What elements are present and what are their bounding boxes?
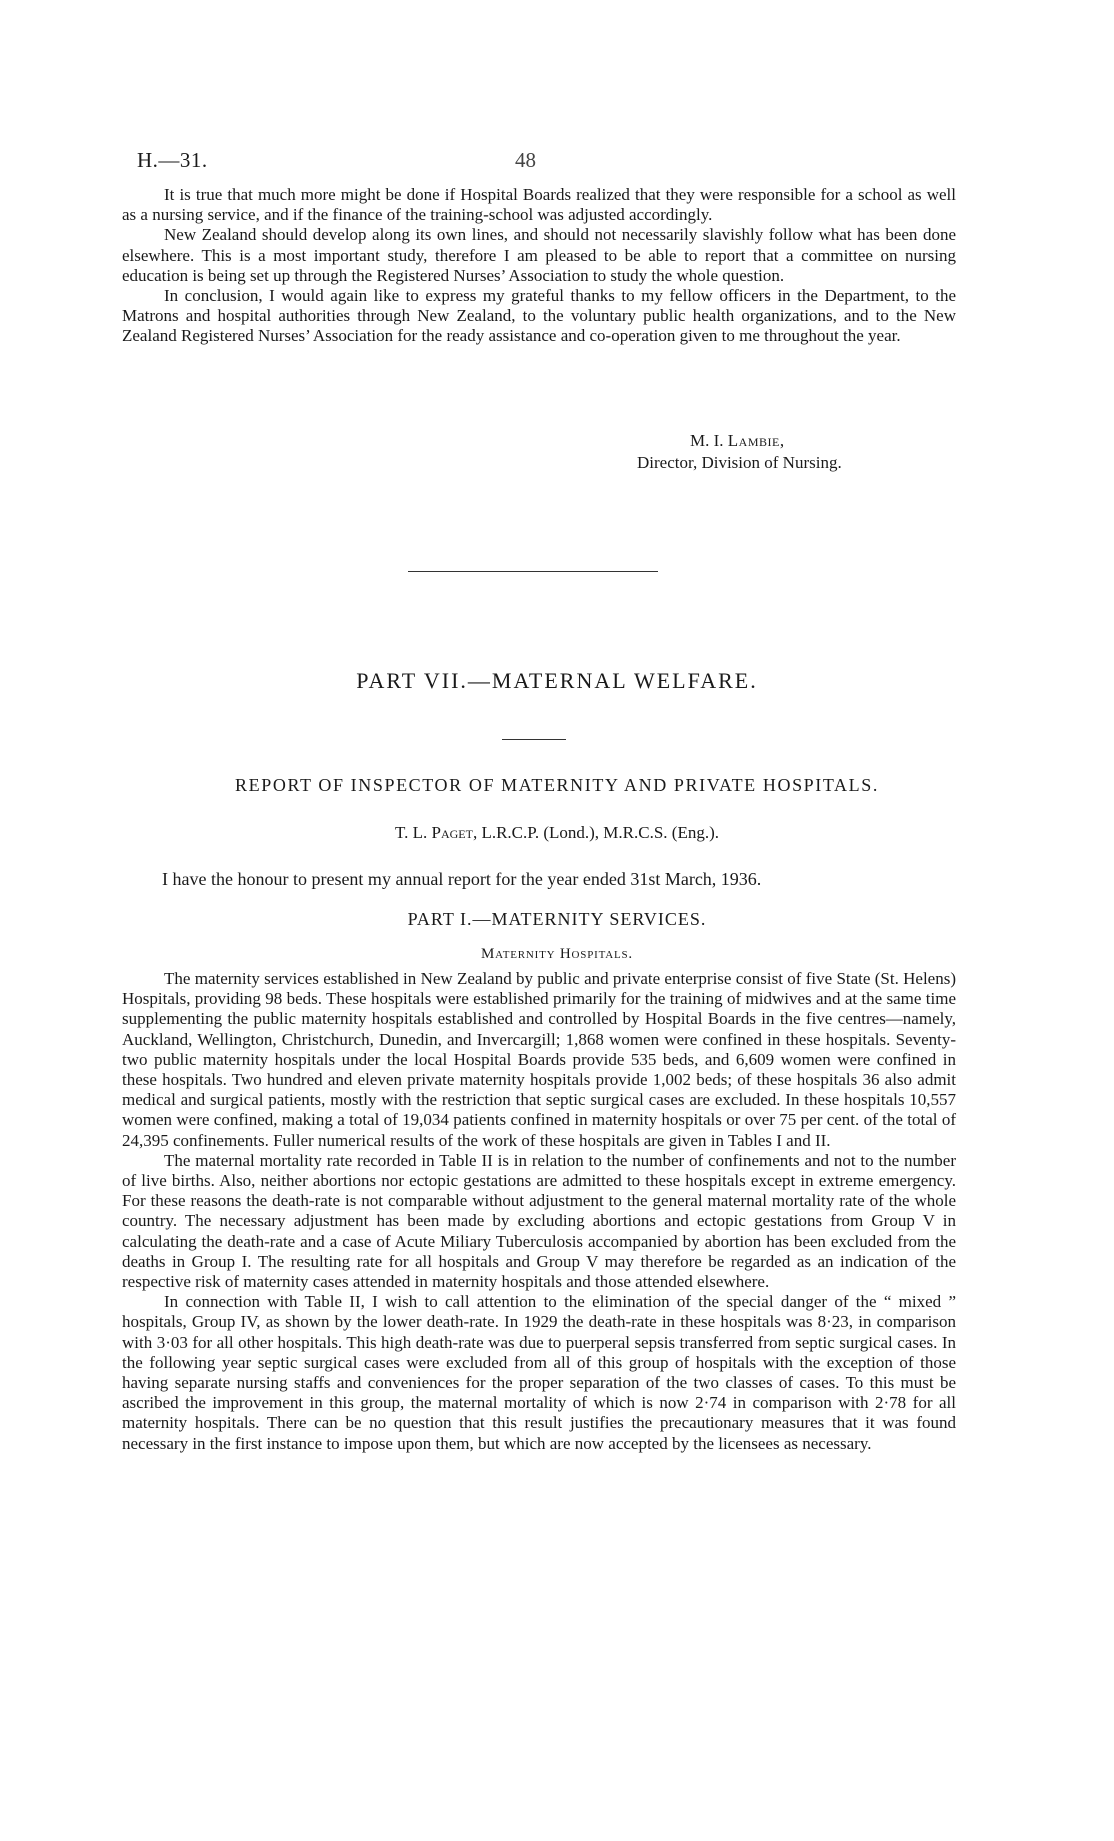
signature-title: Director, Division of Nursing. xyxy=(637,453,842,472)
author-line xyxy=(0,823,1114,843)
paragraph: In connection with Table II, I wish to call attention to the elimination of the special danger of the “ mixed ” hospitals, Group IV, as shown by the lower death-rate. In 1929 the death-rate in these hospitals was 8·23, in comparison with 3·03 for all other hospitals. This high death-rate was due to puerperal sepsis transferred from septic surgical cases. In the following year septic surgical cases were excluded from all of this group of hospitals with the exception of those having separate nursing staffs and conveniences for the proper separation of the two classes of cases. To this must be ascribed the improvement in this group, the maternal mortality of which is now 2·74 in comparison with 2·78 for all maternity hospitals. There can be no question that this result justifies the precautionary measures that it was found necessary in the first instance to impose upon them, but which are now accepted by the licensees as necessary. xyxy=(122,1292,956,1453)
paragraph: The maternity services established in New Zealand by public and private enterprise consist of five State (St. Helens) Hospitals, providing 98 beds. These hospitals were established primarily for the training of midwives and at the same time supplementing the public maternity hospitals established and controlled by Hospital Boards in the five centres—namely, Auckland, Wellington, Christchurch, Dunedin, and Invercargill; 1,868 women were confined in these hospitals. Seventy-two public maternity hospitals under the local Hospital Boards provide 535 beds, and 6,609 women were confined in these hospitals. Two hundred and eleven private maternity hospitals provide 1,002 beds; of these hospitals 36 also admit medical and surgical patients, mostly with the restriction that septic surgical cases are excluded. In these hospitals 10,557 women were confined, making a total of 19,034 patients confined in maternity hospitals or over 75 per cent. of the total of 24,395 confinements. Fuller numerical results of the work of these hospitals are given in Tables I and II. xyxy=(122,969,956,1150)
signature-surname: Lambie, xyxy=(727,431,785,450)
report-heading: REPORT OF INSPECTOR OF MATERNITY AND PRIVATE HOSPITALS. xyxy=(235,775,879,795)
intro-sentence: I have the honour to present my annual report for the year ended 31st March, 1936. xyxy=(162,869,762,889)
signature-initials: M. I. xyxy=(690,431,724,450)
maternity-hospitals-text xyxy=(122,969,956,1454)
heading-divider xyxy=(502,739,566,740)
section-heading: Maternity Hospitals. xyxy=(481,946,633,962)
paragraph: It is true that much more might be done if Hospital Boards realized that they were responsible for a school as well as a nursing service, and if the finance of the training-school was adjusted accordingly. xyxy=(122,185,956,225)
section-divider xyxy=(408,571,658,572)
part-heading: PART VII.—MATERNAL WELFARE. xyxy=(356,668,758,693)
page-number: 48 xyxy=(515,148,536,172)
signature-name xyxy=(690,431,785,451)
nursing-report-conclusion xyxy=(122,185,956,347)
subpart-heading: PART I.—MATERNITY SERVICES. xyxy=(407,909,707,929)
document-reference: H.—31. xyxy=(137,148,208,172)
paragraph: The maternal mortality rate recorded in Table II is in relation to the number of confinements and not to the number of live births. Also, neither abortions nor ectopic gestations are admitted to these hospitals except in extreme emergency. For these reasons the death-rate is not comparable without adjustment to the general maternal mortality rate of the whole country. The necessary adjustment has been made by excluding abortions and ectopic gestations from Group V in calculating the death-rate and a case of Acute Miliary Tuberculosis accompanied by abortion has been excluded from the deaths in Group I. The resulting rate for all hospitals and Group V may therefore be regarded as an indication of the respective risk of maternity cases attended in maternity hospitals and those attended elsewhere. xyxy=(122,1150,956,1292)
author-qualifications: L.R.C.P. (Lond.), M.R.C.S. (Eng.). xyxy=(481,823,719,842)
paragraph: New Zealand should develop along its own lines, and should not necessarily slavishly follow what has been done elsewhere. This is a most important study, therefore I am pleased to be able to report that a committee on nursing education is being set up through the Registered Nurses’ Association to study the whole question. xyxy=(122,225,956,285)
author-surname: Paget, xyxy=(431,823,478,842)
author-initials: T. L. xyxy=(394,823,428,842)
paragraph: In conclusion, I would again like to express my grateful thanks to my fellow officers in the Department, to the Matrons and hospital authorities through New Zealand, to the voluntary public health organizations, and to the New Zealand Registered Nurses’ Association for the ready assistance and co-operation given to me throughout the year. xyxy=(122,286,956,346)
